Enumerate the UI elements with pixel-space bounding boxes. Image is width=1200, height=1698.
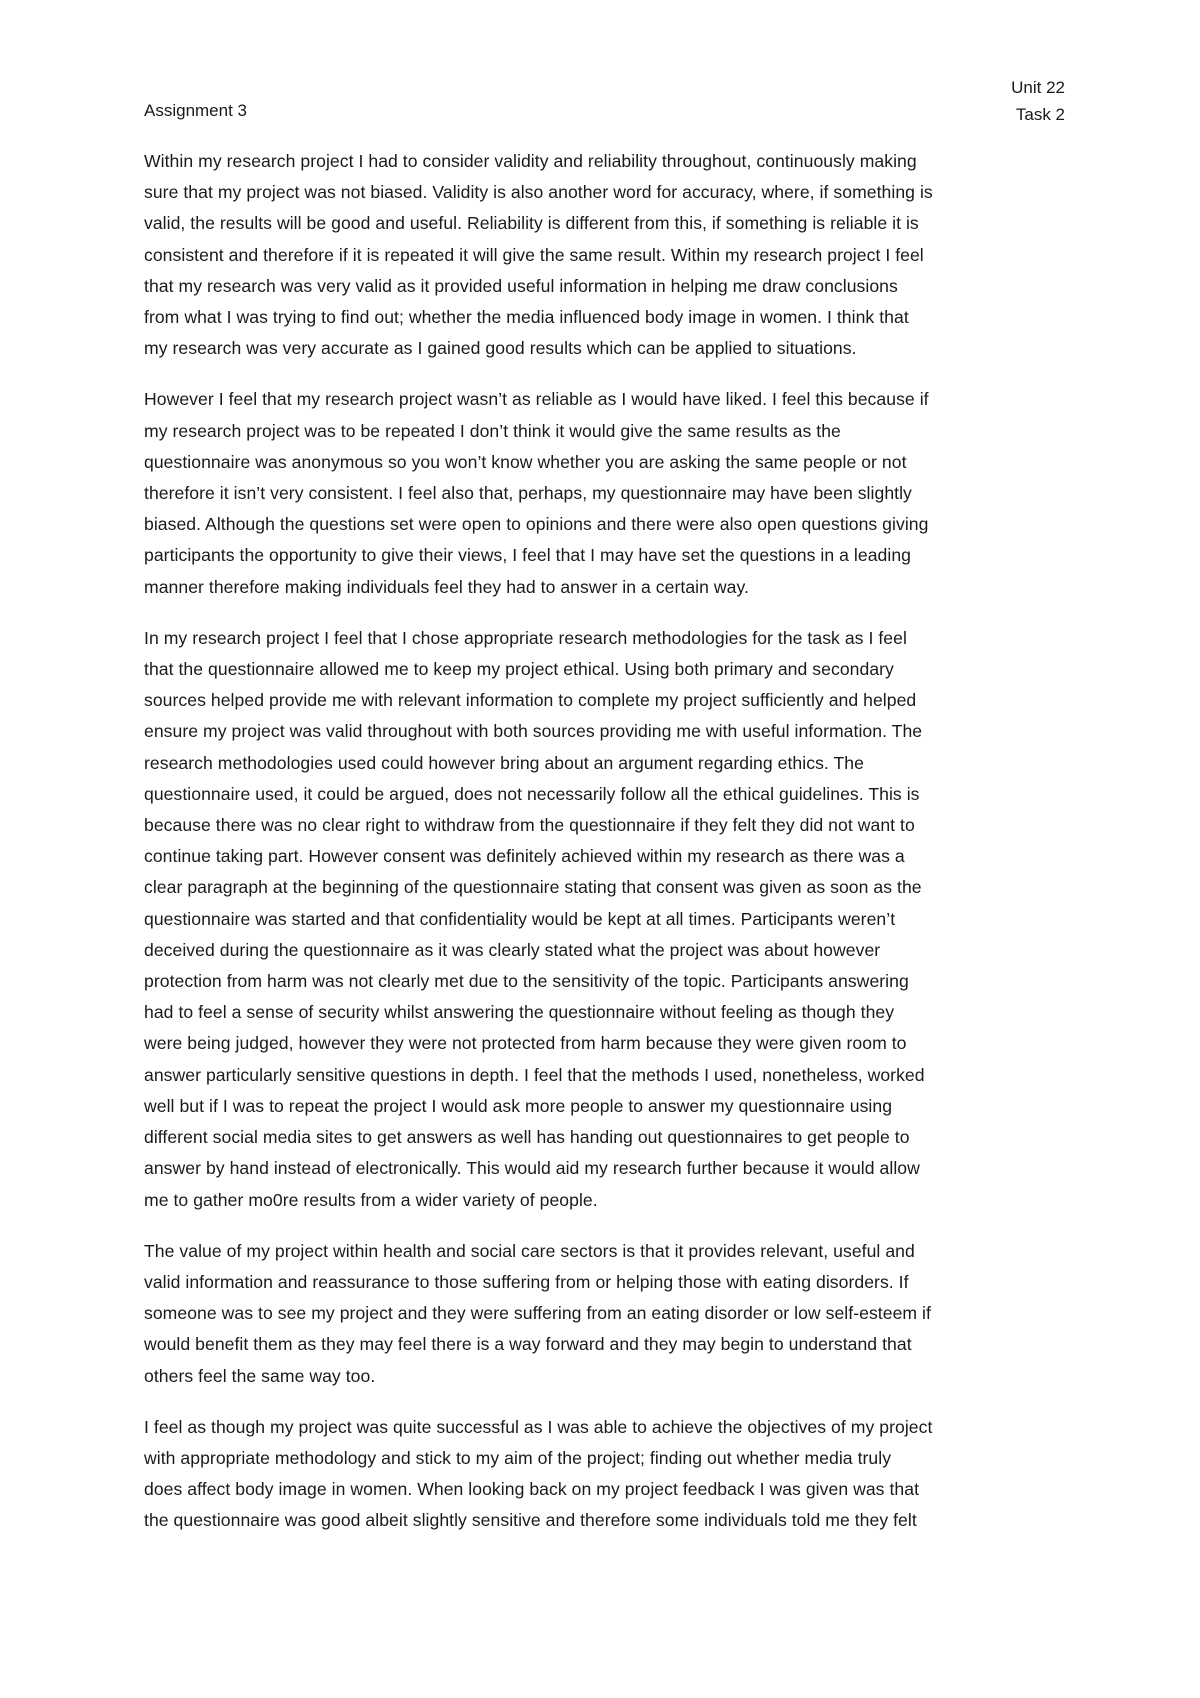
text-line: answer by hand instead of electronically. This would aid my research further because it would allow: [144, 1158, 920, 1179]
text-line: questionnaire was started and that confidentiality would be kept at all times. Participants weren’t: [144, 908, 896, 929]
paragraph: [144, 146, 1068, 364]
assignment-label: Assignment 3: [144, 101, 247, 120]
unit-label: Unit 22: [1011, 78, 1065, 97]
text-line: valid information and reassurance to those suffering from or helping those with eating disorders. If: [144, 1271, 909, 1292]
text-line: biased. Although the questions set were open to opinions and there were also open questions giving: [144, 514, 929, 535]
text-line: questionnaire used, it could be argued, does not necessarily follow all the ethical guidelines. This is: [144, 783, 920, 804]
text-line: therefore it isn’t very consistent. I feel also that, perhaps, my questionnaire may have been slightly: [144, 483, 912, 504]
text-line: deceived during the questionnaire as it was clearly stated what the project was about however: [144, 939, 881, 960]
text-line: my research project was to be repeated I don’t think it would give the same results as the: [144, 420, 841, 441]
task-label: Task 2: [1015, 105, 1065, 124]
text-line: were being judged, however they were not protected from harm because they were given room to: [144, 1033, 907, 1054]
text-line: research methodologies used could however bring about an argument regarding ethics. The: [144, 752, 864, 773]
text-line: The value of my project within health and social care sectors is that it provides relevant, useful and: [144, 1240, 915, 1261]
text-line: because there was no clear right to withdraw from the questionnaire if they felt they did not want to: [144, 815, 915, 836]
text-line: participants the opportunity to give their views, I feel that I may have set the questions in a leading: [144, 545, 912, 566]
text-line: different social media sites to get answers as well has handing out questionnaires to get people to: [144, 1127, 910, 1148]
text-line: my research was very accurate as I gained good results which can be applied to situations.: [144, 338, 857, 359]
paragraph: [144, 1412, 1068, 1537]
document-body: [144, 146, 1068, 1557]
paragraph: [144, 623, 1068, 1216]
text-line: However I feel that my research project wasn’t as reliable as I would have liked. I feel this because if: [144, 389, 929, 410]
text-line: would benefit them as they may feel there is a way forward and they may begin to understand that: [144, 1334, 912, 1355]
text-line: questionnaire was anonymous so you won’t know whether you are asking the same people or not: [144, 451, 907, 472]
paragraph: [144, 1236, 1068, 1392]
text-line: consistent and therefore if it is repeated it will give the same result. Within my research project I feel: [144, 244, 924, 265]
paragraph: [144, 384, 1068, 602]
text-line: from what I was trying to find out; whether the media influenced body image in women. I think that: [144, 307, 909, 328]
text-line: that the questionnaire allowed me to keep my project ethical. Using both primary and secondary: [144, 659, 894, 680]
text-line: does affect body image in women. When looking back on my project feedback I was given was that: [144, 1479, 920, 1500]
text-line: well but if I was to repeat the project I would ask more people to answer my questionnaire using: [144, 1095, 893, 1116]
text-line: the questionnaire was good albeit slightly sensitive and therefore some individuals told me they felt: [144, 1510, 917, 1531]
text-line: clear paragraph at the beginning of the questionnaire stating that consent was given as soon as the: [144, 877, 922, 898]
text-line: had to feel a sense of security whilst answering the questionnaire without feeling as though they: [144, 1002, 895, 1023]
text-line: In my research project I feel that I chose appropriate research methodologies for the task as I feel: [144, 627, 907, 648]
text-line: with appropriate methodology and stick to my aim of the project; finding out whether media truly: [144, 1447, 892, 1468]
unit-task-label: [1011, 74, 1065, 128]
text-line: valid, the results will be good and useful. Reliability is different from this, if something is reliable it is: [144, 213, 919, 234]
page-header: [144, 74, 1065, 126]
text-line: continue taking part. However consent was definitely achieved within my research as there was a: [144, 846, 905, 867]
text-line: I feel as though my project was quite successful as I was able to achieve the objectives of my project: [144, 1416, 933, 1437]
text-line: manner therefore making individuals feel they had to answer in a certain way.: [144, 576, 749, 597]
text-line: sure that my project was not biased. Validity is also another word for accuracy, where, if something is: [144, 182, 933, 203]
text-line: someone was to see my project and they were suffering from an eating disorder or low self-esteem if: [144, 1303, 931, 1324]
text-line: answer particularly sensitive questions in depth. I feel that the methods I used, nonetheless, worked: [144, 1064, 925, 1085]
text-line: others feel the same way too.: [144, 1365, 376, 1386]
text-line: protection from harm was not clearly met due to the sensitivity of the topic. Participants answering: [144, 971, 909, 992]
text-line: that my research was very valid as it provided useful information in helping me draw conclusions: [144, 275, 898, 296]
text-line: ensure my project was valid throughout with both sources providing me with useful information. The: [144, 721, 923, 742]
text-line: sources helped provide me with relevant information to complete my project sufficiently and helped: [144, 690, 917, 711]
text-line: Within my research project I had to consider validity and reliability throughout, continuously making: [144, 151, 917, 171]
text-line: me to gather mo0re results from a wider variety of people.: [144, 1189, 598, 1210]
